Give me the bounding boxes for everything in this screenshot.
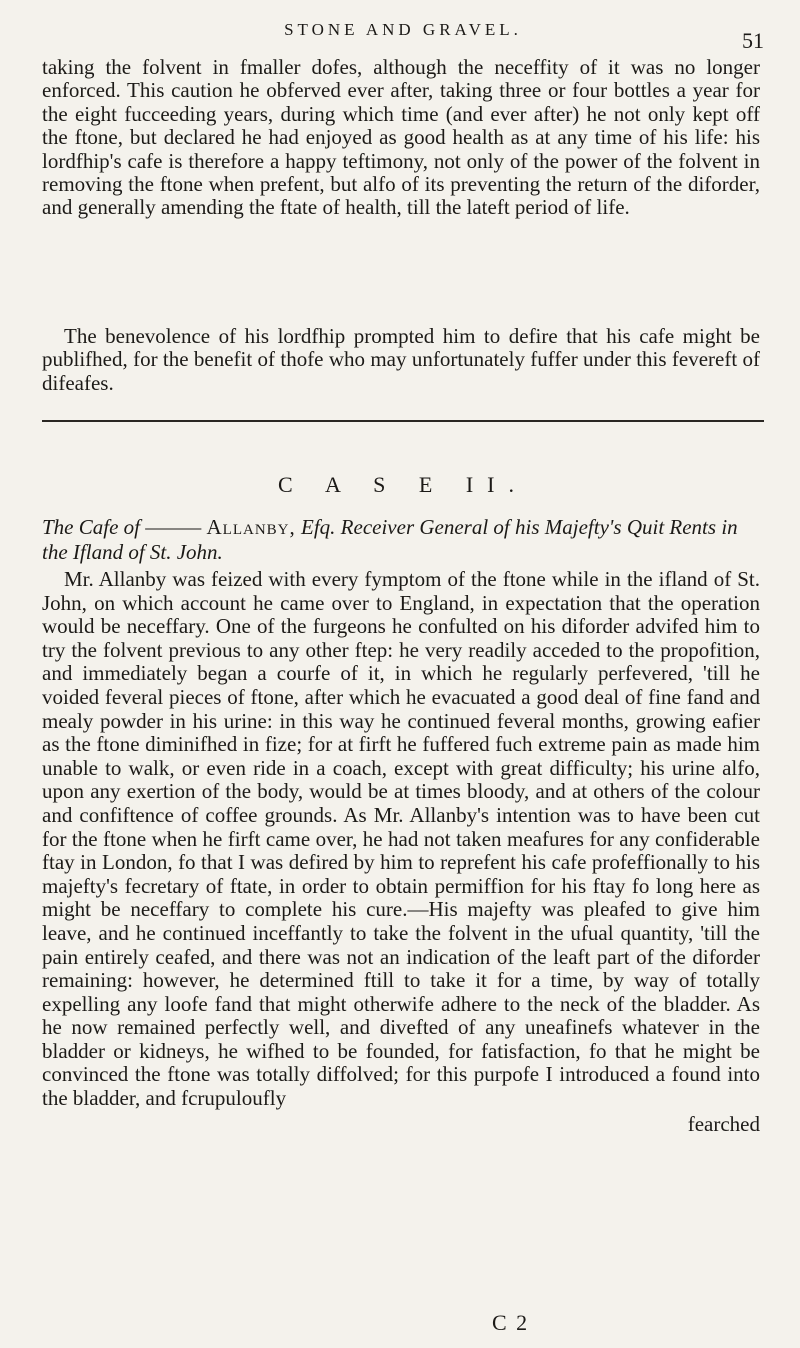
running-head <box>42 14 764 54</box>
case-heading: C A S E II. <box>278 472 528 497</box>
section-divider <box>42 420 764 422</box>
page-number: 51 <box>742 28 764 53</box>
paragraph-continuation: taking the folvent in fmaller dofes, although the neceffity of it was no longer enforced. This caution he obferved ever after, taking three or four bottles a year for the eight fucceeding years, during which time (and ever after) he not only kept off the ftone, but declared he had enjoyed as good health as at any time of his life: his lordfhip's cafe is therefore a happy teftimony, not only of the power of the folvent in removing the ftone when prefent, but alfo of its preventing the return of the diforder, and generally amending the ftate of health, till the lateft period of life. <box>42 55 760 220</box>
catchword: fearched <box>687 1111 760 1136</box>
case-title-prefix: The Cafe of ——— <box>42 515 207 539</box>
case-body-paragraph: Mr. Allanby was feized with every fymptom of the ftone while in the ifland of St. John, on which account he came over to England, in expectation that the operation would be neceffary. One of the furgeons he confulted on his diforder advifed him to try the folvent previous to any other ftep: he very readily acceded to the propofition, and immediately began a courfe of it, in which he regularly perfevered, 'till he voided feveral pieces of ftone, after which he evacuated a good deal of fine fand and mealy powder in his urine: in this way he continued feveral months, growing eafier as the ftone diminifhed in fize; for at firft he fuffered fuch extreme pain as made him unable to walk, or even ride in a coach, except with great difficulty; his urine alfo, upon any exertion of the body, would be at times bloody, and at others of the colour and confiftence of coffee grounds. As Mr. Allanby's intention was to have been cut for the ftone when he firft came over, he had not taken meafures for any confiderable ftay in London, fo that I was defired by him to reprefent his cafe profeffionally to his majefty's fecretary of ftate, in order to obtain permiffion for his ftay fo long here as might be neceffary to complete his cure.—His majefty was pleafed to give him leave, and he continued inceffantly to take the folvent in the ufual quantity, 'till the pain entirely ceafed, and there was not an indication of the leaft part of the diforder remaining: however, he determined ftill to take it for a time, by way of totally expelling any loofe fand that might otherwife adhere to the neck of the bladder. As he now remained perfectly well, and divefted of any uneafinefs whatever in the bladder or kidneys, he wifhed to be founded, for fatisfaction, fo that he might be convinced the ftone was totally diffolved; for this purpofe I introduced a found into the bladder, and fcrupuloufly fearched <box>42 567 760 1136</box>
signature-mark: C 2 <box>492 1310 530 1335</box>
book-page <box>42 0 764 1348</box>
running-title: STONE AND GRAVEL. <box>284 20 522 39</box>
case-title-name: Allanby, <box>206 515 296 539</box>
case-title <box>42 515 760 565</box>
paragraph-benevolence: The benevolence of his lordfhip prompted him to defire that his cafe might be publifhed, for the benefit of thofe who may unfortunately fuffer under this fevereft of difeafes. <box>42 324 760 395</box>
footer <box>492 1310 529 1336</box>
case-title-suffix: Efq. Receiver General of his Majefty's Quit Rents in the Ifland of St. John. <box>42 515 738 564</box>
